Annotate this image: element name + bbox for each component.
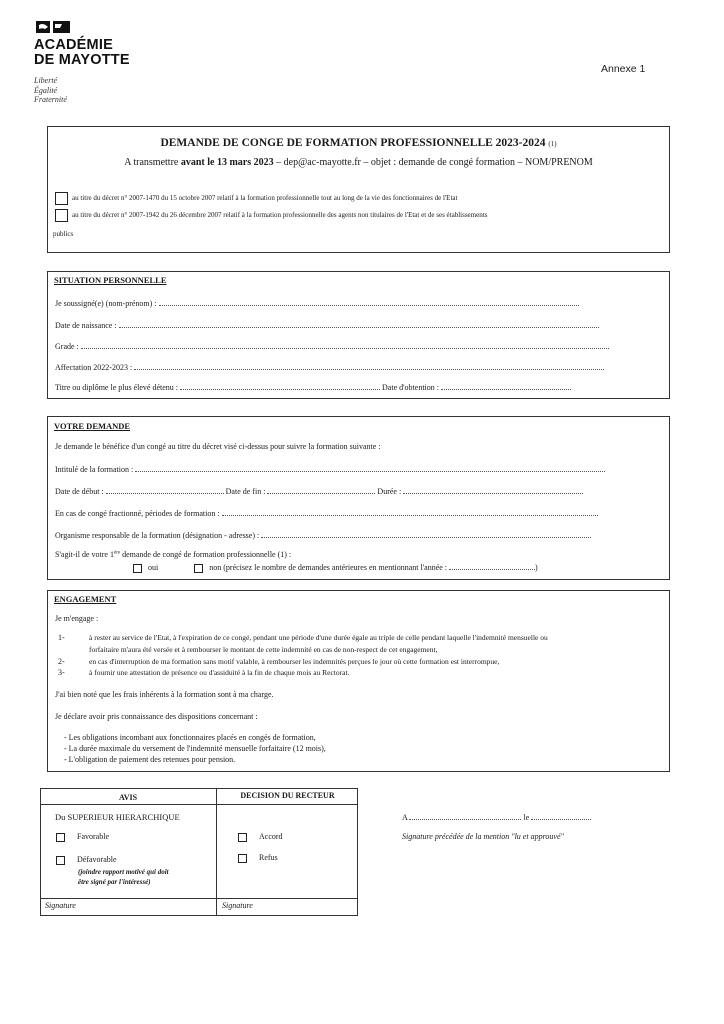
section-heading-personal: SITUATION PERSONNELLE [54,275,167,285]
engagement-item-1-text-continued: forfaitaire m'aura été versée et à rembourser le montant de cette indemnité en cas de non-respect de cet engagement, [89,645,438,654]
organism-input[interactable] [261,530,591,538]
first-request-no-checkbox[interactable] [194,564,203,573]
opinion-heading-divider [40,804,358,805]
first-request-yes-checkbox[interactable] [133,564,142,573]
start-date-input[interactable] [106,486,224,494]
place-date-row: A le [402,812,591,822]
grade-input[interactable] [81,341,609,349]
decree-2007-1942-checkbox[interactable] [55,209,68,222]
refus-checkbox[interactable] [238,854,247,863]
birthdate-input[interactable] [119,320,599,328]
duration-input[interactable] [403,486,583,494]
favorable-checkbox[interactable] [56,833,65,842]
birthdate-field-row: Date de naissance : [55,320,599,330]
section-heading-request: VOTRE DEMANDE [54,421,131,431]
decree-option-1: au titre du décret n° 2007-1470 du 15 octobre 2007 relatif à la formation professionnelle tout au long de la vie des fonctionnaires de l'Etat [72,194,458,202]
engagement-item-3-number: 3- [58,668,65,677]
unfavorable-note-2: être signé par l'intéressé) [78,878,151,886]
engagement-intro: Je m'engage : [55,614,99,623]
decree-option-2: au titre du décret n° 2007-1942 du 26 décembre 2007 relatif à la formation professionnelle des agents non titulaires de l'Etat et de ses établissements [72,211,488,219]
course-title-field-row: Intitulé de la formation : [55,464,605,474]
republic-motto: Liberté Égalité Fraternité [34,76,67,104]
place-input[interactable] [409,812,521,820]
favorable-option: Favorable [56,832,109,842]
republic-logo-icon [36,20,70,34]
grade-field-row: Grade : [55,341,609,351]
first-request-question: S'agit-il de votre 1ère demande de congé de formation professionnelle (1) : [55,550,292,559]
organism-field-row: Organisme responsable de la formation (désignation - adresse) : [55,530,591,540]
engagement-item-1-number: 1- [58,633,65,642]
costs-statement: J'ai bien noté que les frais inhérents à la formation sont à ma charge. [55,690,274,699]
engagement-item-1-text: à rester au service de l'Etat, à l'expiration de ce congé, pendant une période d'une durée égale au triple de celle pendant laquelle l'indemnité mensuelle ou [89,633,548,642]
diploma-input[interactable] [180,382,380,390]
unfavorable-note-1: (joindre rapport motivé qui doit [78,868,169,876]
rector-signature-label: Signature [222,901,253,910]
awareness-statement: Je déclare avoir pris connaissance des dispositions concernant : [55,712,258,721]
accord-option: Accord [238,832,283,842]
unfavorable-checkbox[interactable] [56,856,65,865]
diploma-date-input[interactable] [441,382,571,390]
name-field-row: Je soussigné(e) (nom-prénom) : [55,298,579,308]
form-title: DEMANDE DE CONGE DE FORMATION PROFESSIONNELLE 2023-2024 (1) [160,137,557,149]
date-input[interactable] [531,812,591,820]
awareness-bullet-1: - Les obligations incombant aux fonctionnaires placés en congés de formation, [64,733,316,742]
name-input[interactable] [159,298,579,306]
awareness-bullet-2: - La durée maximale du versement de l'indemnité mensuelle forfaitaire (12 mois), [64,744,326,753]
superior-signature-label: Signature [45,901,76,910]
refus-option: Refus [238,853,278,863]
course-title-input[interactable] [135,464,605,472]
opinion-table [40,788,358,916]
engagement-item-2-text: en cas d'interruption de ma formation sans motif valable, à rembourser les indemnités perçues le jour où cette formation est interrompue, [89,657,500,666]
superior-label: Du SUPERIEUR HIERARCHIQUE [55,812,180,822]
decree-option-2-continued: publics [53,230,74,238]
opinion-column-divider [216,788,217,916]
assignment-input[interactable] [134,362,604,370]
engagement-item-2-number: 2- [58,657,65,666]
signature-mention: Signature précédée de la mention "lu et approuvé" [402,832,564,841]
end-date-input[interactable] [267,486,375,494]
section-heading-engagement: ENGAGEMENT [54,594,117,604]
diploma-field-row: Titre ou diplôme le plus élevé détenu : Date d'obtention : [55,382,571,392]
assignment-field-row: Affectation 2022-2023 : [55,362,604,372]
avis-heading: AVIS [118,793,138,802]
decree-2007-1470-checkbox[interactable] [55,192,68,205]
academy-name: ACADÉMIE DE MAYOTTE [34,37,130,68]
request-intro: Je demande le bénéfice d'un congé au titre du décret visé ci-dessus pour suivre la formation suivante : [55,442,381,451]
unfavorable-option: Défavorable [56,855,117,865]
opinion-signature-divider [40,898,358,899]
engagement-item-3-text: à fournir une attestation de présence ou d'assiduité à la fin de chaque mois au Rectorat. [89,668,350,677]
dates-field-row: Date de début : Date de fin : Durée : [55,486,583,496]
split-periods-input[interactable] [222,508,598,516]
annex-label: Annexe 1 [601,63,646,75]
first-request-options: oui non (précisez le nombre de demandes antérieures en mentionnant l'année : ) [133,562,538,573]
decision-heading: DECISION DU RECTEUR [240,791,335,800]
previous-requests-input[interactable] [449,562,535,570]
split-periods-field-row: En cas de congé fractionné, périodes de formation : [55,508,598,518]
form-subtitle: A transmettre avant le 13 mars 2023 – dep@ac-mayotte.fr – objet : demande de congé formation – NOM/PRENOM [124,157,593,168]
accord-checkbox[interactable] [238,833,247,842]
awareness-bullet-3: - L'obligation de paiement des retenues pour pension. [64,755,236,764]
personal-situation-box [47,271,670,399]
